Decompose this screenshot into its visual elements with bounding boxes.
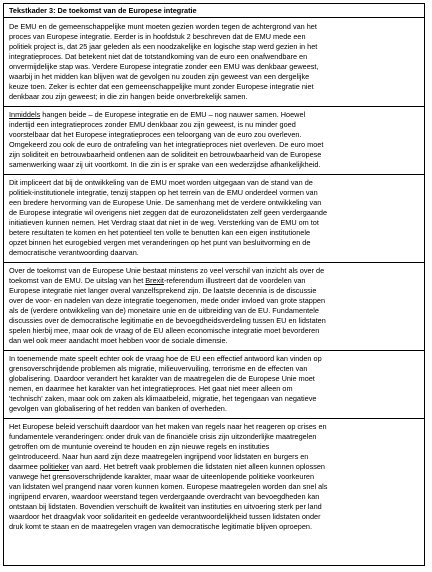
box-content — [4, 22, 424, 532]
paragraph-divider — [4, 174, 424, 175]
paragraph-line: De EMU en de gemeenschappelijke munt moeten gezien worden tegen de achtergrond van het — [9, 22, 317, 31]
paragraph-line: In toenemende mate speelt echter ook de vraag hoe de EU een effectief antwoord kan vinden op — [9, 354, 322, 363]
paragraph-line — [9, 462, 418, 472]
politieker-link[interactable]: politieker — [39, 462, 70, 471]
text-box — [3, 3, 425, 566]
paragraph-divider — [4, 418, 424, 419]
brexit-link[interactable]: Brexit — [145, 276, 164, 285]
paragraph-line: vanwege het grensoverschrijdende karakter, maar waar de uiteenlopende politieke voorkeuren — [9, 472, 315, 481]
paragraph-line: Europese integratie niet langer overal vanzelfsprekend zijn. De laatste decennia is de discussie — [9, 286, 317, 295]
paragraph-2 — [9, 110, 418, 170]
paragraph-line: keuze toen. Zeker is echter dat een gemeenschappelijke munt zonder Europese integratie niet — [9, 82, 314, 91]
paragraph-line: 'technisch' zaken, maar ook om zaken als klimaatbeleid, migratie, het tegengaan van negatieve — [9, 394, 317, 403]
paragraph-line: samenwerking waar zij uit voortkomt. In die zin is er sprake van een wederzijdse afhankelijkheid. — [9, 160, 321, 169]
paragraph-line: integratieproces. Dat betekent niet dat de totstandkoming van de euro een onafwendbare en — [9, 52, 308, 61]
title-divider — [4, 17, 424, 18]
paragraph-5 — [9, 354, 418, 414]
paragraph-line: een bredere hervorming van de Europese Unie. De samenhang met de verdere ontwikkeling van — [9, 198, 322, 207]
paragraph-line — [9, 276, 418, 286]
paragraph-divider — [4, 350, 424, 351]
paragraph-line: druk komt te staan en de maatregelen vragen van democratische legitimatie blijven oproepen. — [9, 522, 312, 531]
paragraph-line: dan wel ook meer aandacht moet hebben voor de sociale dimensie. — [9, 336, 228, 345]
paragraph-line: gevolgen van globalisering of het redden van banken of overheden. — [9, 404, 227, 413]
paragraph-line: Omgekeerd zou ook de euro de ontrafeling van het integratieproces niet overleven. De euro moet — [9, 140, 324, 149]
paragraph-line: de Europese integratie wil overigens niet zeggen dat de eurozonelidstaten zelf geen verdergaande — [9, 208, 328, 217]
paragraph-line: spelen hierbij mee, maar ook de vraag of de EU alleen economische integratie moet bevorderen — [9, 326, 320, 335]
paragraph-4 — [9, 266, 418, 346]
paragraph-line: proces van Europese integratie. Eerder is in hoofdstuk 2 beschreven dat de EMU mede een — [9, 32, 306, 41]
paragraph-line: opzet binnen het eurogebied vergen met veranderingen op het punt van besluitvorming en de — [9, 238, 311, 247]
paragraph-line: waardoor het draagvlak voor solidariteit en gedeelde verantwoordelijkheid tussen lidstaten onder — [9, 512, 321, 521]
paragraph-line: ontstaan bij lidstaten. Bovendien verschuift de kwaliteit van instituties en uitvoering sterk per land — [9, 502, 322, 511]
paragraph-1 — [9, 22, 418, 102]
line-text: toekomst van de EMU. De uitslag van het — [9, 276, 146, 285]
box-title: Tekstkader 3: De toekomst van de Europese integratie — [9, 6, 197, 15]
paragraph-line — [9, 110, 418, 120]
paragraph-divider — [4, 262, 424, 263]
paragraph-line: Dit impliceert dat bij de ontwikkeling van de EMU moet worden uitgegaan van de stand van de — [9, 178, 313, 187]
line-text: van aard. Het betreft vaak problemen die lidstaten niet alleen kunnen oplossen — [69, 462, 325, 471]
paragraph-line: over de voor- en nadelen van deze integratie toegenomen, mede onder invloed van grote stappen — [9, 296, 326, 305]
paragraph-line: globalisering. Daardoor verandert het karakter van de maatregelen die de Europese Unie moet — [9, 374, 315, 383]
line-text: daarmee — [9, 462, 40, 471]
paragraph-3 — [9, 178, 418, 258]
paragraph-line: Het Europese beleid verschuift daardoor van het maken van regels naar het reageren op crises en — [9, 422, 327, 431]
paragraph-line: nemen, en daarmee het karakter van het integratieproces. Het gaat niet meer alleen om — [9, 384, 293, 393]
paragraph-divider — [4, 106, 424, 107]
paragraph-line: discussies over de democratische legitimatie en de bevoegdheidsverdeling tussen EU en lidstaten — [9, 316, 326, 325]
line-text: -referendum illustreert dat de voordelen van — [163, 276, 306, 285]
paragraph-line: Over de toekomst van de Europese Unie bestaat minstens zo veel verschil van inzicht als over de — [9, 266, 325, 275]
paragraph-6 — [9, 422, 418, 532]
paragraph-line: van lidstaten wel prangend naar voren kunnen komen. Europese maatregelen worden dan snel als — [9, 482, 328, 491]
paragraph-line: initiatieven kunnen nemen. Het Verdrag staat dat niet in de weg. Versterking van de EMU om tot — [9, 218, 319, 227]
paragraph-line: denkbaar zou zijn geweest; in die zin hangen beide onverbrekelijk samen. — [9, 92, 248, 101]
paragraph-line: zijn soliditeit en betrouwbaarheid ontlenen aan de soliditeit en betrouwbaarheid van de Europese — [9, 150, 322, 159]
paragraph-line: indertijd een integratieproces zonder EMU denkbaar zou zijn geweest, is nu minder goed — [9, 120, 296, 129]
paragraph-line: als de (verdere ontwikkeling van de) monetaire unie en de uitbreiding van de EU. Fundamentele — [9, 306, 319, 315]
paragraph-line: betere resultaten te komen en het potentieel ten volle te benutten kan een eigen institutionele — [9, 228, 311, 237]
paragraph-line: grensoverschrijdende problemen als migratie, milieuvervuiling, terrorisme en de effecten van — [9, 364, 308, 373]
underlined-word: Inmiddels — [9, 110, 41, 119]
paragraph-line: voorstelbaar dat het Europese integratieproces een teloorgang van de euro zou overleven. — [9, 130, 302, 139]
paragraph-line: politiek project is, dat 25 jaar geleden als een noodzakelijke en logische stap werd gezien in het — [9, 42, 318, 51]
paragraph-line: getroffen om de muntunie overeind te houden en zijn nieuwe regels en instituties — [9, 442, 270, 451]
paragraph-line: democratische verantwoording daarvan. — [9, 248, 139, 257]
paragraph-line: fundamentele veranderingen: onder druk van de financiële crisis zijn uitzonderlijke maatregelen — [9, 432, 317, 441]
paragraph-line: onvermijdelijke stap was. Verdere Europese integratie zonder een EMU was denkbaar geweest, — [9, 62, 319, 71]
line-text: hangen beide – de Europese integratie en de EMU – nog nauwer samen. Hoewel — [40, 110, 306, 119]
paragraph-line: ingrijpend ervaren, waardoor weerstand tegen verdergaande overdracht van bevoegdheden kan — [9, 492, 320, 501]
paragraph-line: geïntroduceerd. Naar hun aard zijn deze maatregelen ingrijpend voor lidstaten en burgers en — [9, 452, 309, 461]
paragraph-line: politiek-institutionele integratie, tenzij stappen op het terrein van de EMU onderdeel vormen van — [9, 188, 318, 197]
paragraph-line: waarbij in het midden kan blijven wat de gevolgen nu zouden zijn geweest van een dergelijke — [9, 72, 310, 81]
